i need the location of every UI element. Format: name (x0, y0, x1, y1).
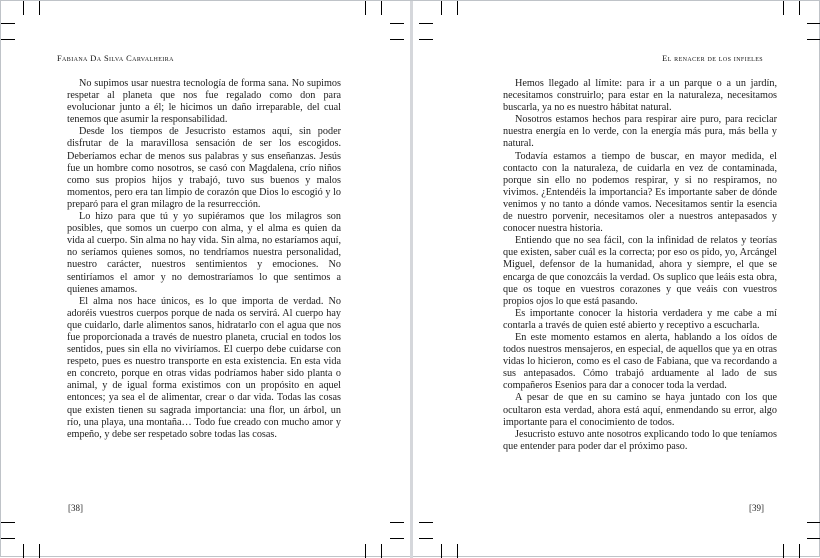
right-page-body (503, 78, 777, 453)
paragraph: Hemos llegado al límite: para ir a un parque o a un jardín, necesitamos construirlo; para estar en la naturaleza, necesitamos buscarla, ya no es nuestro hábitat natural. (503, 78, 777, 114)
page-number: [39] (749, 503, 764, 513)
paragraph: Lo hizo para que tú y yo supiéramos que los milagros son posibles, que somos un cuerpo con alma, y el alma es quien da vida al cuerpo. Sin alma no hay vida. Sin alma, no estaríamos aquí, no seríamos quienes somos, no tendríamos nuestra personalidad, nuestro carácter, nuestros sentimientos y emociones. No sentiríamos el amor y no demostraríamos lo que sentimos a quienes amamos. (67, 211, 341, 295)
right-page (413, 1, 813, 558)
paragraph: Nosotros estamos hechos para respirar aire puro, para reciclar nuestra energía en lo verde, con la energía más pura, más bella y natural. (503, 114, 777, 150)
running-head-title: El renacer de los infieles (662, 54, 763, 63)
paragraph: A pesar de que en su camino se haya juntado con los que ocultaron esta verdad, ahora está aquí, enmendando su error, algo importante para el conocimiento de todos. (503, 392, 777, 428)
paragraph: Todavía estamos a tiempo de buscar, en mayor medida, el contacto con la naturaleza, de cuidarla en vez de contaminada, porque sin ello no podemos respirar, y si no respiramos, no vivimos. ¿Entendéis la importancia? Es importante saber de dónde venimos y no tanto a dónde vamos. Necesitamos sentir la esencia de nuestro porvenir, necesitamos oler a nuestros antepasados y conocer nuestra historia. (503, 150, 777, 235)
paragraph: Es importante conocer la historia verdadera y me cabe a mí contarla a través de quien esté abierto y receptivo a escucharla. (503, 307, 777, 331)
page-number: [38] (68, 503, 83, 513)
paragraph: Entiendo que no sea fácil, con la infinidad de relatos y teorías que existen, saber cuál es la correcta; por eso os pido, yo, Arcángel Miguel, defensor de la humanidad, ahora y siempre, el que se encarga de que conozcáis la verdad. Os suplico que leáis esta obra, que os toque en vuestros corazones y que veáis con vuestros propios ojos lo que está pasando. (503, 235, 777, 307)
left-page (1, 1, 401, 558)
left-page-body (67, 78, 341, 441)
paragraph: No supimos usar nuestra tecnología de forma sana. No supimos respetar al planeta que nos fue regalado como don para evolucionar junto a él; le hicimos un daño irreparable, del cual tenemos que asumir la responsabilidad. (67, 78, 341, 126)
paragraph: El alma nos hace únicos, es lo que importa de verdad. No adoréis vuestros cuerpos porque de nada os servirá. Al cuerpo hay que cuidarlo, darle alimentos sanos, hidratarlo con el agua que nos fue proporcionada a través de nuestro planeta, crucial en todos los sentidos, pues sin ella no viviríamos. El cuerpo debe cuidarse con respeto, pues es nuestro transporte en esta existencia. En esta vida en concreto, porque en otras vidas podríamos haber sido planta o animal, y de igual forma existimos con un propósito en aquel entonces; ya sea el de alimentar, crear o dar vida. Todas las cosas que existen tienen su sagrada importancia: una flor, un árbol, un río, una playa, una montaña… Todo fue creado con mucho amor y empeño, y debe ser respetado sobre todas las cosas. (67, 295, 341, 440)
paragraph: Desde los tiempos de Jesucristo estamos aquí, sin poder disfrutar de la maravillosa sensación de ser los escogidos. Deberíamos echar de menos sus palabras y sus enseñanzas. Jesús fue un hombre como nosotros, se casó con Magdalena, crío niños como sus propios hijos y trabajó, tuvo sus buenos y malos momentos, pero era tan limpio de corazón que Dios lo escogió y lo preparó para el gran milagro de la resurrección. (67, 126, 341, 210)
running-head-author: Fabiana Da Silva Carvalheira (57, 54, 174, 63)
paragraph: En este momento estamos en alerta, hablando a los oídos de todos nuestros mensajeros, en especial, de aquellos que ya en otras vidas lo hicieron, como es el caso de Fabiana, que va recordando a sus antepasados. Cómo trabajó arduamente al lado de sus compañeros Esenios para dar a conocer toda la verdad. (503, 331, 777, 392)
paragraph: Jesucristo estuvo ante nosotros explicando todo lo que teníamos que entender para poder dar el próximo paso. (503, 428, 777, 452)
